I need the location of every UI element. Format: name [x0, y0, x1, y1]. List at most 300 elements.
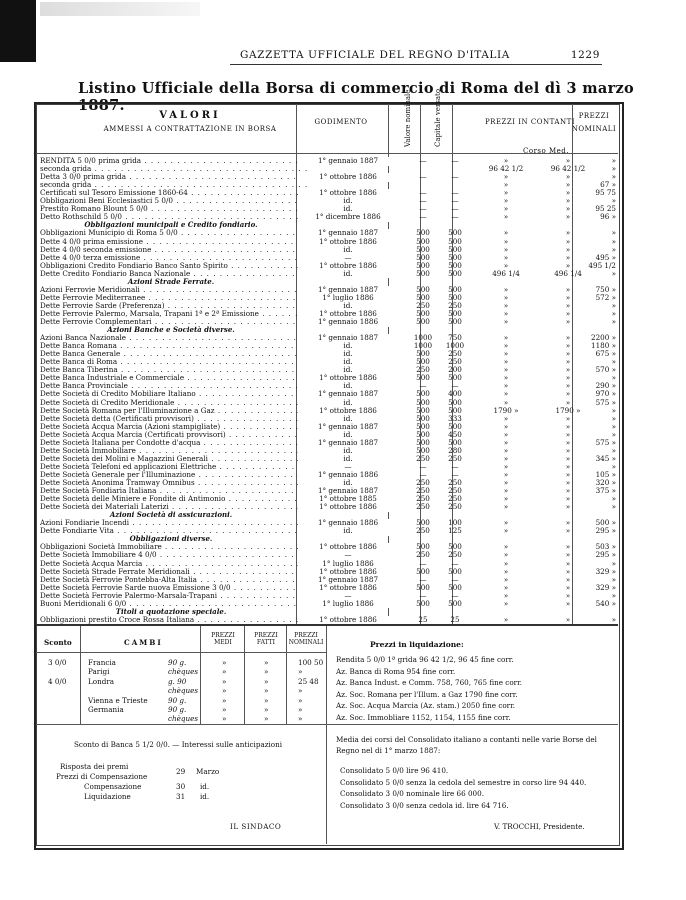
godimento-cell: 1° gennaio 1886 — [298, 471, 398, 480]
valore-nominale-cell: 250 — [416, 526, 430, 536]
capitale-versato-cell: 25 — [450, 614, 460, 624]
cambi-place: Londra — [88, 676, 115, 686]
godimento-cell: id. — [298, 447, 398, 456]
prezzo-contanti-cell: » — [503, 429, 509, 439]
cambi-place: Francia — [88, 658, 116, 667]
comp-d1: 29 — [176, 767, 186, 776]
security-name: Azioni Fondiarie Incendi . . . — [40, 519, 310, 528]
prezzo-contanti-cell: » — [503, 542, 509, 552]
prezzo-contanti-cell: » — [503, 478, 509, 487]
godimento-cell: 1° ottobre 1885 — [298, 495, 398, 504]
valore-nominale-cell: 500 — [416, 260, 430, 270]
capitale-versato-cell: 500 — [448, 268, 462, 278]
valore-nominale-cell: 250 — [416, 453, 430, 463]
prezzo-nominale-cell: 95 75 — [595, 188, 616, 198]
prezzo-contanti-cell: » — [503, 614, 509, 624]
corso-medio-cell: » — [565, 494, 571, 504]
capitale-versato-cell: 500 — [448, 421, 462, 431]
liquidazione-title: Prezzi in liquidazione: — [370, 640, 464, 649]
cambi-fatti: » — [264, 705, 269, 714]
prezzo-contanti-cell: » — [503, 566, 509, 576]
godimento-cell: — — [298, 551, 398, 560]
capitale-versato-cell: 500 — [448, 437, 462, 447]
godimento-cell: 1° gennaio 1887 — [298, 334, 398, 343]
security-name: Detto Rothschild 5 0/0 . . . — [40, 213, 310, 222]
valore-nominale-cell: 250 — [416, 478, 430, 487]
cambi-nominali: » — [298, 714, 303, 724]
media-intro: Media dei corsi del Consolidato italiano a contanti nelle varie Borse del Regno nel di 1° marzo 1887: — [336, 735, 597, 755]
cambi-h-cambi: CAMBI — [124, 638, 163, 647]
cambi-medi: » — [222, 714, 227, 724]
security-name: RENDITA 5 0/0 prima grida . . . — [40, 157, 310, 166]
godimento-cell: — — [298, 463, 398, 472]
capitale-versato-cell: 333 — [448, 413, 462, 423]
godimento-cell: id. — [298, 527, 398, 536]
prezzo-contanti-cell: » — [503, 494, 509, 504]
capitale-versato-cell: 125 — [448, 526, 462, 536]
prezzo-contanti-cell: » — [503, 212, 509, 222]
capitale-versato-cell: 500 — [448, 582, 462, 592]
valore-nominale-cell: 500 — [416, 284, 430, 294]
prezzo-contanti-cell: 496 1/4 — [492, 268, 520, 278]
corso-medio-cell: » — [565, 526, 571, 536]
cambi-nominali: » — [298, 667, 303, 677]
cambi-fatti: » — [264, 676, 269, 686]
security-name: Dette Società Immobiliare 4 0/0 . . . — [40, 551, 310, 560]
security-name: Dette 4 0/0 seconda emissione . . . — [40, 246, 310, 255]
corso-medio-cell: » — [565, 461, 571, 471]
cambi-medi: » — [222, 667, 227, 677]
section-heading: Obbligazioni municipali e Credito fondiario. — [84, 220, 258, 230]
prezzo-nominale-cell: » — [611, 461, 616, 471]
valore-nominale-cell: 500 — [416, 357, 430, 367]
vline-medi — [244, 626, 245, 724]
prezzo-nominale-cell: 675 » — [595, 349, 616, 359]
valore-nominale-cell: 500 — [416, 228, 430, 238]
capitale-versato-cell: — — [451, 469, 459, 479]
godimento-cell: — — [298, 254, 398, 263]
cambi-place: Vienna e Trieste — [88, 695, 148, 705]
prezzo-nominale-cell: » — [611, 172, 616, 182]
corso-medio-cell: » — [565, 413, 571, 423]
valore-nominale-cell: 1000 — [413, 333, 433, 343]
valore-nominale-cell: 250 — [416, 550, 430, 560]
security-name: Dette Società Italiana per Condotte d'acqua . . . — [40, 439, 310, 448]
godimento-cell: 1° gennaio 1887 — [298, 390, 398, 399]
vline-cambi — [200, 626, 201, 724]
corso-medio-cell: » — [565, 196, 571, 206]
valore-nominale-cell: — — [419, 469, 427, 479]
capitale-versato-cell: 280 — [448, 445, 462, 455]
page-title: Listino Ufficiale della Borsa di commercio di Roma del dì 3 marzo 1887. — [78, 80, 635, 114]
valore-nominale-cell: 500 — [416, 542, 430, 552]
godimento-cell: 1° gennaio 1886 — [298, 318, 398, 327]
cambi-fatti: » — [264, 686, 269, 696]
prezzo-contanti-cell: » — [503, 550, 509, 560]
prezzo-nominale-cell: » — [611, 164, 616, 174]
corso-medio-cell: » — [565, 453, 571, 463]
liquidazione-line: Az. Banca Indust. e Comm. 758, 760, 765 fine corr. — [336, 678, 523, 687]
security-name: Dette Società di Credito Mobiliare Italiano . . . — [40, 390, 310, 399]
prezzo-nominale-cell: » — [611, 421, 616, 431]
capitale-versato-cell: 250 — [448, 300, 462, 310]
sconto-banca: Sconto di Banca 5 1/2 0/0. — Interessi sulle anticipazioni — [74, 740, 283, 749]
capitale-versato-cell: — — [451, 461, 459, 471]
security-name: Dette Società dei Materiali Laterizi . . . — [40, 503, 310, 512]
capitale-versato-cell: 500 — [448, 308, 462, 318]
section-heading: Azioni Banche e Società diverse. — [107, 325, 235, 335]
valore-nominale-cell: 500 — [416, 252, 430, 262]
security-name: Dette Banca Romana . . . — [40, 342, 310, 351]
prezzo-nominale-cell: » — [611, 445, 616, 455]
lower-rule — [36, 624, 618, 626]
corso-medio-cell: » — [565, 542, 571, 552]
corso-medio-cell: » — [565, 445, 571, 455]
prezzo-nominale-cell: 105 » — [595, 469, 616, 479]
prezzo-contanti-cell: 1790 » — [493, 405, 519, 415]
capitale-versato-cell: 500 — [448, 405, 462, 415]
security-name: Dette Ferrovie Sarde (Preferenza) . . . — [40, 302, 310, 311]
footer-president: V. TROCCHI, Presidente. — [494, 822, 585, 831]
godimento-cell: 1° ottobre 1886 — [298, 568, 398, 577]
section-heading: Azioni Società di assicurazioni. — [109, 510, 233, 520]
prezzo-contanti-cell: » — [503, 172, 509, 182]
prezzo-nominale-cell: » — [611, 317, 616, 326]
valore-nominale-cell: — — [419, 196, 427, 206]
prezzo-nominale-cell: 495 » — [595, 252, 616, 262]
comp-d4: 31 — [176, 792, 186, 801]
security-name: Obbligazioni Credito Fondiario Banco Santo Spirito . . . — [40, 262, 310, 271]
prezzo-contanti-cell: » — [503, 300, 509, 310]
corso-medio-cell: » — [565, 429, 571, 439]
capitale-versato-cell: 250 — [448, 494, 462, 504]
valore-nominale-cell: 250 — [416, 494, 430, 504]
prezzo-contanti-cell: » — [503, 582, 509, 592]
corso-medio-cell: 1790 » — [555, 405, 581, 415]
security-name: Azioni Banca Nazionale . . . — [40, 334, 310, 343]
security-name: Azioni Ferrovie Meridionali . . . — [40, 286, 310, 295]
corso-medio-cell: » — [565, 180, 571, 190]
corso-medio-cell: » — [565, 365, 571, 375]
prezzo-nominale-cell: » — [611, 494, 616, 504]
corso-medio-cell: » — [565, 156, 571, 165]
security-name: Dette Società Ferrovie Pontebba-Alta Italia . . . — [40, 576, 310, 585]
prezzo-nominale-cell: » — [611, 429, 616, 439]
valore-nominale-cell: 500 — [416, 429, 430, 439]
corso-medio-cell: » — [565, 373, 571, 383]
prezzo-nominale-cell: » — [611, 590, 616, 600]
capitale-versato-cell: 250 — [448, 550, 462, 560]
prezzo-nominale-cell: 329 » — [595, 566, 616, 576]
security-name: Dette Banca di Roma . . . — [40, 358, 310, 367]
corso-medio-cell: » — [565, 260, 571, 270]
capitale-versato-cell: — — [451, 156, 459, 165]
cambi-nominali: 25 48 — [298, 676, 319, 686]
liquidazione-line: Az. Soc. Romana per l'Illum. a Gaz 1790 fine corr. — [336, 689, 518, 699]
prezzo-contanti-cell: » — [503, 317, 509, 326]
header-rule — [230, 64, 602, 65]
capitale-versato-cell: 250 — [448, 502, 462, 512]
godimento-cell: 1° gennaio 1886 — [298, 519, 398, 528]
godimento-cell: — — [298, 592, 398, 601]
corso-medio-cell: » — [565, 212, 571, 222]
capitale-versato-cell: — — [451, 204, 459, 214]
cambi-days: 90 g. — [168, 658, 187, 667]
cambi-days: 90 g. — [168, 705, 187, 714]
cambi-days: chèques — [168, 667, 199, 677]
godimento-cell: id. — [298, 431, 398, 440]
prezzo-nominale-cell: » — [611, 300, 616, 310]
section-heading: Titoli a quotazione speciale. — [115, 606, 227, 616]
cambi-fatti: » — [264, 658, 269, 667]
valore-nominale-cell: 1000 — [413, 341, 433, 351]
godimento-cell: id. — [298, 479, 398, 488]
prezzo-contanti-cell: » — [503, 469, 509, 479]
col-corso-med: Corso Med. — [523, 147, 569, 155]
prezzo-nominale-cell: » — [611, 357, 616, 367]
prezzo-nominale-cell: 95 25 — [595, 204, 616, 214]
media-line: Consolidato 3 0/0 nominale lire 66 000. — [340, 789, 484, 798]
prezzo-contanti-cell: » — [503, 349, 509, 359]
security-name: Dette Banca Tiberina . . . — [40, 366, 310, 375]
prezzo-nominale-cell: » — [611, 156, 616, 165]
godimento-cell: id. — [298, 358, 398, 367]
security-name: Dette Società Acqua Marcia (Certificati provvisori) . . . — [40, 431, 310, 440]
capitale-versato-cell: 500 — [448, 542, 462, 552]
godimento-cell: 1° ottobre 1886 — [298, 503, 398, 512]
capitale-versato-cell: — — [451, 574, 459, 584]
comp-compensazione: Compensazione — [84, 782, 142, 791]
valore-nominale-cell: 250 — [416, 502, 430, 512]
godimento-cell: 1° ottobre 1886 — [298, 238, 398, 247]
security-name: Detta 3 0/0 prima grida . . . — [40, 173, 310, 182]
valore-nominale-cell: 250 — [416, 365, 430, 375]
col-valori: VALORI — [159, 110, 221, 121]
prezzo-contanti-cell: » — [503, 188, 509, 198]
prezzo-nominale-cell: » — [611, 236, 616, 246]
media-line: Consolidato 3 0/0 senza cedola id. lire 64 716. — [340, 800, 509, 810]
capitale-versato-cell: 500 — [448, 566, 462, 576]
godimento-cell: id. — [298, 366, 398, 375]
godimento-cell: 1° gennaio 1887 — [298, 576, 398, 585]
security-name: Dette Credito Fondiario Banca Nazionale . . . — [40, 270, 310, 279]
capitale-versato-cell: 500 — [448, 260, 462, 270]
cambi-nominali: » — [298, 705, 303, 714]
cambi-medi: » — [222, 705, 227, 714]
prezzo-nominale-cell: 495 1/2 — [588, 260, 616, 270]
col-capitale-versato: Capitale versato — [434, 88, 442, 147]
valore-nominale-cell: — — [419, 461, 427, 471]
godimento-cell: id. — [298, 302, 398, 311]
prezzo-nominale-cell: » — [611, 244, 616, 254]
prezzo-contanti-cell: » — [503, 453, 509, 463]
godimento-cell: id. — [298, 270, 398, 279]
corso-medio-cell: » — [565, 582, 571, 592]
capitale-versato-cell: 750 — [448, 333, 462, 343]
cambi-fatti: » — [264, 695, 269, 705]
valore-nominale-cell: — — [419, 590, 427, 600]
prezzo-nominale-cell: » — [611, 373, 616, 383]
security-name: Dette Banca Industriale e Commerciale . . . — [40, 374, 310, 383]
security-name: Dette Società dei Molini e Magazzini Generali . . . — [40, 455, 310, 464]
security-name: Dette Società Immobiliare . . . — [40, 447, 310, 456]
prezzo-contanti-cell: » — [503, 381, 509, 391]
valore-nominale-cell: 500 — [416, 292, 430, 302]
godimento-cell: id. — [298, 197, 398, 206]
prezzo-contanti-cell: » — [503, 260, 509, 270]
prezzo-nominale-cell: 575 » — [595, 397, 616, 407]
cambi-medi: » — [222, 658, 227, 667]
liquidazione-line: Az. Soc. Immobliare 1152, 1154, 1155 fine corr. — [336, 712, 511, 722]
corso-medio-cell: » — [565, 317, 571, 326]
prezzo-contanti-cell: » — [503, 204, 509, 214]
prezzo-nominale-cell: 295 » — [595, 550, 616, 560]
prezzo-nominale-cell: » — [611, 413, 616, 423]
godimento-cell: id. — [298, 342, 398, 351]
godimento-cell: 1° gennaio 1887 — [298, 157, 398, 166]
security-name: Dette Società Strade Ferrate Meridionali . . . — [40, 568, 310, 577]
corso-medio-cell: » — [565, 389, 571, 399]
valore-nominale-cell: 250 — [416, 486, 430, 496]
godimento-cell: id. — [298, 246, 398, 255]
prezzo-nominale-cell: » — [611, 502, 616, 512]
prezzo-contanti-cell: » — [503, 445, 509, 455]
comp-d3m: id. — [200, 782, 210, 791]
corso-medio-cell: » — [565, 349, 571, 359]
prezzo-contanti-cell: » — [503, 574, 509, 584]
corso-medio-cell: » — [565, 252, 571, 262]
godimento-cell: id. — [298, 382, 398, 391]
security-name: Obbligazioni Società Immobiliare . . . — [40, 543, 310, 552]
valore-nominale-cell: 500 — [416, 389, 430, 399]
capitale-versato-cell: 500 — [448, 252, 462, 262]
prezzo-contanti-cell: » — [503, 333, 509, 343]
security-name: Dette Fondiarie Vita . . . — [40, 527, 310, 536]
comp-d1m: Marzo — [196, 767, 220, 776]
capitale-versato-cell: 250 — [448, 349, 462, 359]
security-name: Dette Società delle Miniere e Fondite di Antimonio . . . — [40, 495, 310, 504]
valore-nominale-cell: — — [419, 188, 427, 198]
security-name: Dette Società Ferrovie Sarde nuova Emissione 3 0/0 . . . — [40, 584, 310, 593]
prezzo-nominale-cell: 2200 » — [591, 333, 616, 343]
corso-medio-cell: 96 42 1/2 — [550, 164, 586, 174]
corso-medio-cell: » — [565, 469, 571, 479]
corso-medio-cell: » — [565, 333, 571, 343]
godimento-cell: 1° ottobre 1886 — [298, 374, 398, 383]
prezzo-nominale-cell: 540 » — [595, 598, 616, 608]
security-name: Dette Ferrovie Mediterranee . . . — [40, 294, 310, 303]
corso-medio-cell: » — [565, 478, 571, 487]
godimento-cell: 1° ottobre 1886 — [298, 189, 398, 198]
valore-nominale-cell: — — [419, 381, 427, 391]
capitale-versato-cell: — — [451, 196, 459, 206]
capitale-versato-cell: 500 — [448, 373, 462, 383]
prezzo-nominale-cell: » — [611, 228, 616, 238]
prezzo-contanti-cell: » — [503, 526, 509, 536]
prezzo-contanti-cell: » — [503, 558, 509, 568]
prezzo-nominale-cell: 320 » — [595, 478, 616, 487]
godimento-cell: id. — [298, 399, 398, 408]
godimento-cell: id. — [298, 205, 398, 214]
godimento-cell: 1° luglio 1886 — [298, 294, 398, 303]
security-name: Dette Società detta (Certificati provvisori) . . . — [40, 415, 310, 424]
valore-nominale-cell: — — [419, 156, 427, 165]
prezzo-nominale-cell: » — [611, 574, 616, 584]
cambi-medi: » — [222, 686, 227, 696]
prezzo-contanti-cell: » — [503, 341, 509, 351]
vline-lower-mid — [326, 626, 327, 844]
security-name: Prestito Romano Blount 5 0/0 . . . — [40, 205, 310, 214]
prezzo-contanti-cell: » — [503, 284, 509, 294]
valore-nominale-cell: 500 — [416, 308, 430, 318]
col-ammessi: AMMESSI A CONTRATTAZIONE IN BORSA — [103, 125, 277, 133]
security-name: Dette Società Ferrovie Palermo-Marsala-Trapani . . . — [40, 592, 310, 601]
prezzo-contanti-cell: » — [503, 421, 509, 431]
valore-nominale-cell: — — [419, 574, 427, 584]
godimento-cell: id. — [298, 350, 398, 359]
security-name: Dette Società Telefoni ed applicazioni Elettriche . . . — [40, 463, 310, 472]
prezzo-contanti-cell: » — [503, 397, 509, 407]
page-header — [240, 49, 600, 61]
valore-nominale-cell: — — [419, 172, 427, 182]
corso-medio-cell: » — [565, 502, 571, 512]
corso-medio-cell: » — [565, 558, 571, 568]
cambi-medi: » — [222, 695, 227, 705]
cambi-h-medi: PREZZI MEDI — [211, 632, 235, 646]
valore-nominale-cell: — — [419, 212, 427, 222]
cambi-fatti: » — [264, 714, 269, 724]
corso-medio-cell: » — [565, 614, 571, 624]
capitale-versato-cell: 400 — [448, 389, 462, 399]
valore-nominale-cell: 500 — [416, 373, 430, 383]
corso-medio-cell: » — [565, 598, 571, 608]
prezzo-nominale-cell: 375 » — [595, 486, 616, 496]
prezzo-nominale-cell: 503 » — [595, 542, 616, 552]
godimento-cell: 1° dicembre 1886 — [298, 213, 398, 222]
godimento-cell: 1° gennaio 1887 — [298, 229, 398, 238]
godimento-cell: 1° ottobre 1886 — [298, 407, 398, 416]
scan-smudge — [40, 2, 200, 16]
security-name: Dette Società Generale per l'Illuminazione . . . — [40, 471, 310, 480]
valore-nominale-cell: 500 — [416, 236, 430, 246]
valore-nominale-cell: 500 — [416, 566, 430, 576]
capitale-versato-cell: — — [451, 558, 459, 568]
col-valore-nominale: Valore nominale — [404, 89, 412, 147]
corso-medio-cell: » — [565, 308, 571, 318]
capitale-versato-cell: 500 — [448, 397, 462, 407]
capitale-versato-cell: 250 — [448, 486, 462, 496]
section-heading: Azioni Strade Ferrate. — [127, 276, 215, 286]
cambi-nominali: » — [298, 695, 303, 705]
capitale-versato-cell: 500 — [448, 317, 462, 326]
prezzo-nominale-cell: 970 » — [595, 389, 616, 399]
cambi-h-sconto: Sconto — [44, 638, 72, 647]
godimento-cell: 1° luglio 1886 — [298, 560, 398, 569]
header-rule-main — [36, 153, 618, 154]
prezzo-nominale-cell: 1180 » — [591, 341, 616, 351]
corso-medio-cell: » — [565, 204, 571, 214]
security-name: seconda grida . . . — [40, 165, 310, 174]
liquidazione-line: Az. Banca di Roma 954 fine corr. — [336, 666, 456, 676]
security-name: Dette Società Romana per l'Illuminazione a Gaz . . . — [40, 407, 310, 416]
godimento-cell: 1° ottobre 1886 — [298, 310, 398, 319]
godimento-cell: id. — [298, 415, 398, 424]
capitale-versato-cell: — — [451, 381, 459, 391]
corso-medio-cell: » — [565, 292, 571, 302]
capitale-versato-cell: 450 — [448, 429, 462, 439]
prezzo-contanti-cell: » — [503, 590, 509, 600]
corso-medio-cell: » — [565, 341, 571, 351]
